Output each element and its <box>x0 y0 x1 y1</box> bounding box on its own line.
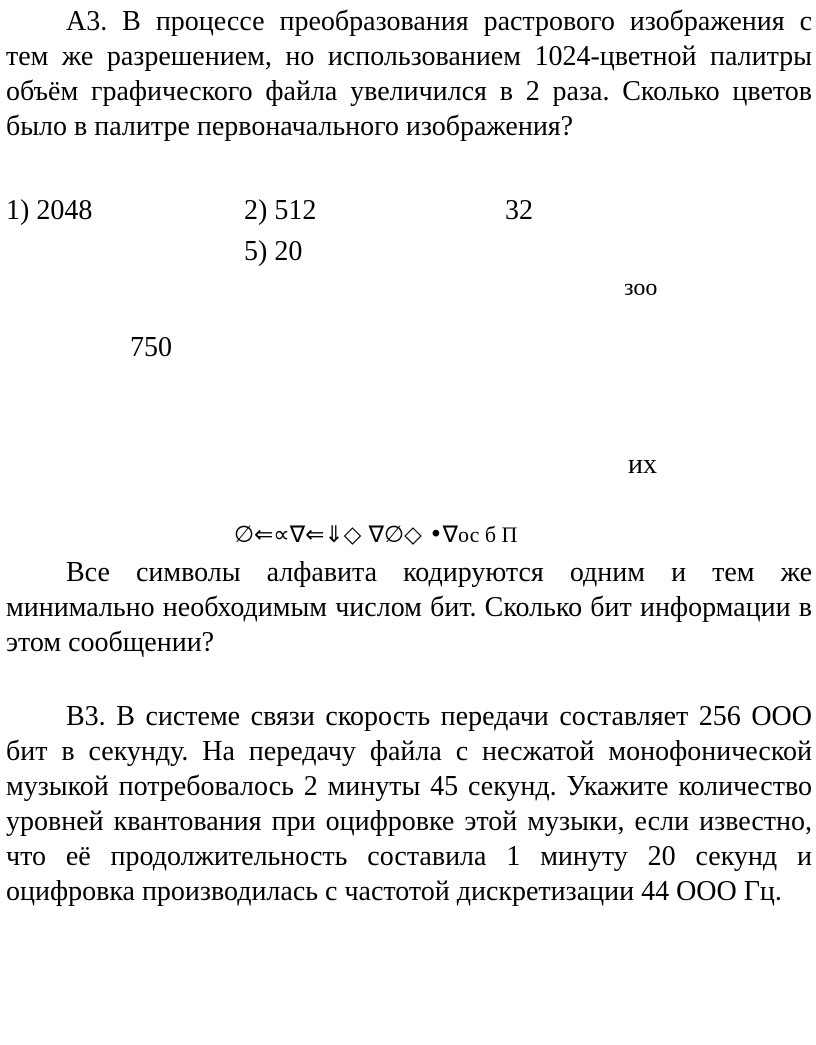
stray-text-zoo: зоо <box>624 275 658 301</box>
symbol-message <box>234 520 517 550</box>
task-a3-text: А3. В процессе преобразования растрового изображения с тем же разрешением, но использованием 1024-цветной палитры объём графического файла увеличился в 2 раза. Сколько цветов было в палитре первоначального изображения? <box>6 6 812 142</box>
answer-option-1: 1) 2048 <box>6 195 93 226</box>
task-symbols-text: Все символы алфавита кодируются одним и тем же минимально необходимым числом бит. Сколько бит информации в этом сообщении? <box>6 557 812 658</box>
answer-option-3: 32 <box>505 195 533 226</box>
stray-text-750: 750 <box>130 332 172 363</box>
stray-text-ih: их <box>628 449 657 480</box>
task-b3-text: В3. В системе связи скорость передачи составляет 256 ООО бит в секунду. На передачу файла с несжатой монофонической музыкой потребовалось 2 минуты 45 секунд. Укажите количество уровней квантования при оцифровке этой музыки, если известно, что её продолжительность составила 1 минуту 20 секунд и оцифровка производилась с частотой дискретизации 44 ООО Гц. <box>6 701 812 907</box>
symbol-suffix: ос б П <box>458 522 518 547</box>
answer-option-5: 5) 20 <box>244 236 303 267</box>
symbol-glyphs: ∅⇐∝∇⇐⇓◇ ∇∅◇ •∇ <box>234 522 459 548</box>
answer-option-2: 2) 512 <box>244 195 317 226</box>
